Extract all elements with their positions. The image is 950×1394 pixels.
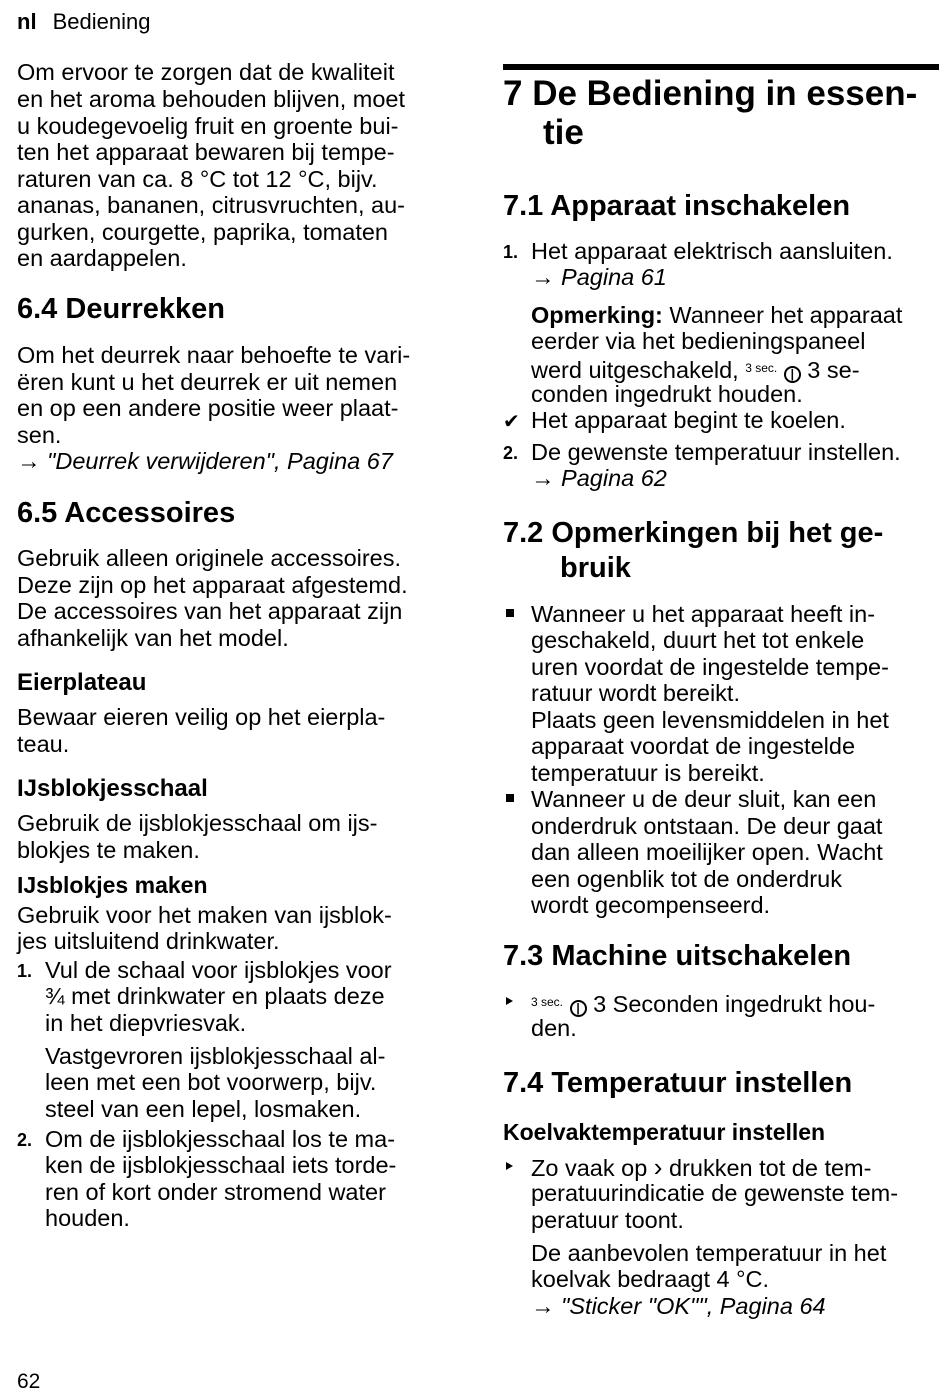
triangle-bullet-icon xyxy=(506,997,513,1005)
running-header xyxy=(17,9,150,35)
heading-ijsblokjesschaal: IJsblokjesschaal xyxy=(17,775,208,802)
text-line: Deze zijn op het apparaat afgestemd. xyxy=(17,572,408,598)
text-line: sen. xyxy=(17,422,62,448)
note-text: werd uitgeschakeld, xyxy=(531,357,746,383)
heading-6-4: 6.4 Deurrekken xyxy=(17,293,225,325)
text-line: Om het deurrek naar behoefte te vari- xyxy=(17,342,411,368)
arrow-right-icon: → xyxy=(531,1293,555,1319)
text-line: den. xyxy=(531,1015,577,1041)
step-number: 1. xyxy=(17,961,33,981)
text-line: Om ervoor te zorgen dat de kwaliteit xyxy=(17,59,395,85)
reference-text: Pagina 62 xyxy=(561,465,667,491)
heading-ijsblokjes-maken: IJsblokjes maken xyxy=(17,872,208,898)
text-line: geschakeld, duurt het tot enkele xyxy=(531,627,865,653)
power-button-icon: | xyxy=(570,1000,587,1017)
text-line: teau. xyxy=(17,731,70,757)
text-line: peratuurindicatie de gewenste tem- xyxy=(531,1180,899,1206)
text-line: Om de ijsblokjesschaal los te ma- xyxy=(45,1126,396,1152)
heading-7-1: 7.1 Apparaat inschakelen xyxy=(503,190,851,222)
text-line: Plaats geen levensmiddelen in het xyxy=(531,707,889,733)
text-line: ratuur wordt bereikt. xyxy=(531,680,740,706)
step-number: 2. xyxy=(503,443,519,463)
text-line: afhankelijk van het model. xyxy=(17,625,289,651)
cross-reference-link[interactable] xyxy=(531,264,667,291)
text-line: jes uitsluitend drinkwater. xyxy=(17,928,280,954)
text-line: De gewenste temperatuur instellen. xyxy=(531,439,901,465)
result-line: Het apparaat begint te koelen. xyxy=(531,407,846,433)
text-line: peratuur toont. xyxy=(531,1207,684,1233)
chapter-rule xyxy=(503,64,939,70)
text-line: ëren kunt u het deurrek er uit nemen xyxy=(17,369,398,395)
text-line: De accessoires van het apparaat zijn xyxy=(17,598,403,624)
arrow-right-icon: → xyxy=(531,264,555,290)
text-line: steel van een lepel, losmaken. xyxy=(45,1096,362,1122)
chapter-7-title: 7 De Bediening in essen- xyxy=(503,74,918,113)
text-line: temperatuur is bereikt. xyxy=(531,760,765,786)
text-line: Vastgevroren ijsblokjesschaal al- xyxy=(45,1043,386,1069)
heading-7-2-cont: bruik xyxy=(560,552,631,584)
step-number: 2. xyxy=(17,1130,33,1150)
cross-reference-link[interactable] xyxy=(531,1293,826,1320)
chevron-right-icon: › xyxy=(653,1152,663,1182)
text-line: Gebruik alleen originele accessoires. xyxy=(17,545,402,571)
cross-reference-link[interactable] xyxy=(531,465,667,492)
power-button-icon: | xyxy=(784,366,801,383)
text-line: onderdruk ontstaan. De deur gaat xyxy=(531,813,883,839)
note-line xyxy=(531,302,902,329)
text-line: uren voordat de ingestelde tempe- xyxy=(531,654,889,680)
page-number: 62 xyxy=(17,1370,41,1393)
instruction-line xyxy=(531,1154,871,1182)
text-line: dan alleen moeilijker open. Wacht xyxy=(531,839,883,865)
heading-6-5: 6.5 Accessoires xyxy=(17,497,236,529)
text-line: koelvak bedraagt 4 °C. xyxy=(531,1266,770,1292)
reference-text: Pagina 61 xyxy=(561,264,667,290)
triangle-bullet-icon xyxy=(506,1162,513,1170)
instruction-text: Zo vaak op xyxy=(531,1155,654,1181)
instruction-line xyxy=(531,989,875,1018)
arrow-right-icon: → xyxy=(17,448,41,474)
checkmark-icon: ✔ xyxy=(503,411,520,433)
text-line: ken de ijsblokjesschaal iets torde- xyxy=(45,1152,397,1178)
text-line: en op een andere positie weer plaat- xyxy=(17,395,399,421)
duration-label: 3 sec. xyxy=(531,995,564,1009)
text-line: conden ingedrukt houden. xyxy=(531,381,803,407)
text-line: eerder via het bedieningspaneel xyxy=(531,328,866,354)
text-line: Wanneer u het apparaat heeft in- xyxy=(531,601,876,627)
text-line: Bewaar eieren veilig op het eierpla- xyxy=(17,704,386,730)
duration-label: 3 sec. xyxy=(745,361,778,375)
text-line: Wanneer u de deur sluit, kan een xyxy=(531,786,877,812)
note-text: Wanneer het apparaat xyxy=(662,302,903,328)
text-line: een ogenblik tot de onderdruk xyxy=(531,866,842,892)
text-line: gurken, courgette, paprika, tomaten xyxy=(17,219,388,245)
chapter-7-title-cont: tie xyxy=(543,113,584,152)
text-line: en aardappelen. xyxy=(17,245,187,271)
heading-7-2: 7.2 Opmerkingen bij het ge- xyxy=(503,517,884,549)
language-code: nl xyxy=(17,9,37,34)
instruction-text: 3 Seconden ingedrukt hou- xyxy=(586,991,876,1017)
heading-7-3: 7.3 Machine uitschakelen xyxy=(503,940,852,972)
text-line: in het diepvriesvak. xyxy=(45,1010,247,1036)
square-bullet-icon xyxy=(506,794,514,802)
text-line: ananas, bananen, citrusvruchten, au- xyxy=(17,192,406,218)
step-number: 1. xyxy=(503,242,519,262)
text-line: Gebruik voor het maken van ijsblok- xyxy=(17,902,392,928)
header-section: Bediening xyxy=(52,9,151,34)
reference-text: "Deurrek verwijderen", Pagina 67 xyxy=(47,448,393,474)
text-line: raturen van ca. 8 °C tot 12 °C, bijv. xyxy=(17,166,378,192)
text-line: wordt gecompenseerd. xyxy=(531,892,771,918)
text-line: Vul de schaal voor ijsblokjes voor xyxy=(45,957,392,983)
text-line: u koudegevoelig fruit en groente bui- xyxy=(17,113,399,139)
text-line: blokjes te maken. xyxy=(17,837,200,863)
note-line xyxy=(531,355,860,384)
text-line: apparaat voordat de ingestelde xyxy=(531,733,856,759)
heading-7-4: 7.4 Temperatuur instellen xyxy=(503,1067,853,1099)
cross-reference-link[interactable] xyxy=(17,448,393,475)
instruction-text: drukken tot de tem- xyxy=(662,1155,872,1181)
text-line: ten het apparaat bewaren bij tempe- xyxy=(17,139,395,165)
text-line: De aanbevolen temperatuur in het xyxy=(531,1240,887,1266)
heading-eierplateau: Eierplateau xyxy=(17,669,147,696)
note-label: Opmerking: xyxy=(531,302,663,328)
note-text: 3 se- xyxy=(800,357,860,383)
text-line: Het apparaat elektrisch aansluiten. xyxy=(531,238,893,264)
text-line: Gebruik de ijsblokjesschaal om ijs- xyxy=(17,810,378,836)
text-line: houden. xyxy=(45,1205,130,1231)
heading-koelvaktemperatuur: Koelvaktemperatuur instellen xyxy=(503,1119,826,1145)
square-bullet-icon xyxy=(506,609,514,617)
text-line: ren of kort onder stromend water xyxy=(45,1179,386,1205)
arrow-right-icon: → xyxy=(531,465,555,491)
reference-text: "Sticker "OK"", Pagina 64 xyxy=(561,1293,826,1319)
text-line: leen met een bot voorwerp, bijv. xyxy=(45,1069,377,1095)
text-line: ¾ met drinkwater en plaats deze xyxy=(45,983,385,1009)
text-line: en het aroma behouden blijven, moet xyxy=(17,86,406,112)
